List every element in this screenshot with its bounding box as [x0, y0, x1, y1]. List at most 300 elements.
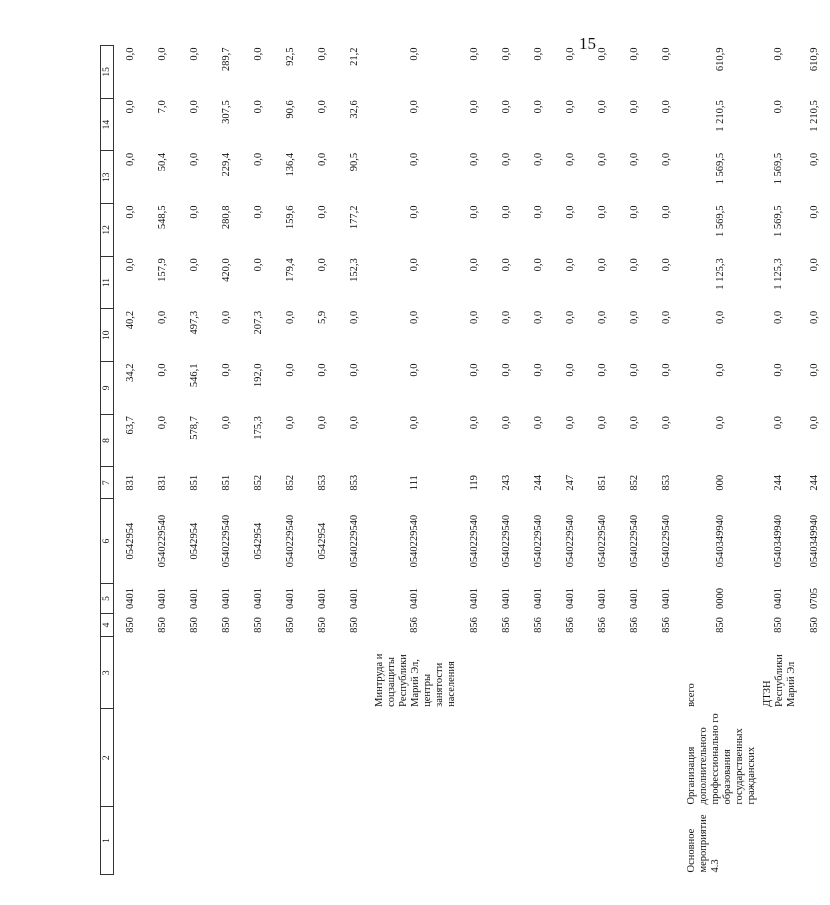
cell-c5: 0401 — [124, 587, 136, 609]
cell-value: 0,0 — [596, 205, 608, 219]
cell-value: 90,6 — [284, 100, 296, 119]
cell-c2 — [306, 709, 338, 807]
cell-c3 — [306, 637, 338, 709]
cell-c2 — [178, 709, 210, 807]
cell-value: 0,0 — [468, 416, 480, 430]
table-row — [146, 46, 178, 875]
cell-c3 — [338, 637, 370, 709]
cell-c7: 831 — [156, 474, 168, 491]
cell-c5: 0401 — [772, 587, 784, 609]
cell-c1 — [522, 807, 554, 875]
cell-value: 0,0 — [660, 258, 672, 272]
cell-value: 0,0 — [564, 363, 576, 377]
cell-value: 0,0 — [596, 258, 608, 272]
cell-value: 0,0 — [564, 205, 576, 219]
cell-c4: 850 — [252, 617, 264, 633]
cell-value: 0,0 — [408, 100, 420, 114]
cell-value: 0,0 — [284, 416, 296, 430]
cell-value: 0,0 — [628, 258, 640, 272]
cell-value: 0,0 — [316, 100, 328, 114]
cell-value: 0,0 — [316, 205, 328, 219]
cell-value: 0,0 — [252, 205, 264, 219]
cell-value: 0,0 — [188, 47, 200, 61]
column-header: 8 — [101, 414, 114, 467]
cell-value: 0,0 — [564, 310, 576, 324]
table-row — [114, 46, 147, 875]
cell-value: 0,0 — [532, 152, 544, 167]
cell-value: 0,0 — [596, 152, 608, 167]
cell-c7: 111 — [408, 475, 420, 491]
cell-c5: 0401 — [500, 587, 512, 609]
cell-value: 0,0 — [564, 100, 576, 114]
cell-value: 0,0 — [500, 205, 512, 219]
cell-value: 0,0 — [660, 363, 672, 377]
cell-value: 0,0 — [564, 152, 576, 167]
cell-value: 0,0 — [408, 258, 420, 272]
cell-value: 207,3 — [252, 310, 264, 335]
cell-value: 0,0 — [564, 416, 576, 430]
column-header: 6 — [101, 499, 114, 584]
cell-c5: 0401 — [188, 587, 200, 609]
cell-c7: 851 — [220, 474, 232, 491]
cell-value: 610,9 — [714, 47, 726, 72]
cell-c7: 247 — [564, 474, 576, 491]
table-row — [242, 46, 274, 875]
cell-c7: 853 — [316, 474, 328, 491]
cell-value: 0,0 — [124, 205, 136, 219]
cell-c2 — [210, 709, 242, 807]
cell-c5: 0401 — [316, 587, 328, 609]
table-row — [490, 46, 522, 875]
column-header: 5 — [101, 584, 114, 614]
cell-c4: 850 — [714, 617, 726, 633]
cell-c5: 0000 — [714, 587, 726, 609]
cell-c6: 0542954 — [252, 522, 264, 560]
cell-value: 1 569,5 — [714, 152, 726, 185]
cell-c4: 856 — [532, 617, 544, 633]
cell-c1 — [210, 807, 242, 875]
cell-value: 0,0 — [124, 258, 136, 272]
cell-c6: 0540349940 — [772, 514, 784, 568]
cell-value: 175,3 — [252, 416, 264, 440]
cell-c5: 0401 — [284, 587, 296, 609]
cell-c7: 853 — [660, 474, 672, 491]
cell-value: 0,0 — [188, 152, 200, 167]
column-header: 11 — [101, 256, 114, 309]
cell-c1 — [458, 807, 490, 875]
cell-value: 159,6 — [284, 205, 296, 230]
cell-value: 5,9 — [316, 310, 328, 324]
cell-c4: 850 — [772, 617, 784, 633]
cell-c4: 850 — [188, 617, 200, 633]
cell-c3 — [554, 637, 586, 709]
cell-value: 0,0 — [220, 416, 232, 430]
cell-c3 — [798, 637, 830, 709]
cell-c7: 853 — [348, 474, 360, 491]
cell-c7: 243 — [500, 474, 512, 491]
cell-value: 63,7 — [124, 416, 136, 435]
cell-c5: 0401 — [348, 587, 360, 609]
cell-value: 0,0 — [660, 47, 672, 61]
cell-value: 289,7 — [220, 47, 232, 72]
cell-value: 0,0 — [660, 205, 672, 219]
cell-value: 578,7 — [188, 416, 200, 440]
column-header: 7 — [101, 467, 114, 499]
cell-value: 0,0 — [596, 363, 608, 377]
cell-c2 — [458, 709, 490, 807]
cell-value: 0,0 — [596, 310, 608, 324]
cell-c6: 0540349940 — [808, 514, 820, 568]
table-row — [758, 46, 798, 875]
cell-value: 0,0 — [808, 152, 820, 167]
cell-c4: 856 — [564, 617, 576, 633]
cell-value: 0,0 — [532, 258, 544, 272]
column-header: 4 — [101, 613, 114, 636]
cell-value: 92,5 — [284, 47, 296, 66]
cell-value: 90,5 — [348, 152, 360, 172]
cell-value: 0,0 — [188, 100, 200, 114]
cell-value: 0,0 — [156, 416, 168, 430]
cell-c2 — [798, 709, 830, 807]
cell-value: 0,0 — [348, 363, 360, 377]
cell-value: 0,0 — [408, 416, 420, 430]
cell-value: 0,0 — [772, 47, 784, 61]
cell-value: 0,0 — [714, 363, 726, 377]
cell-value: 0,0 — [284, 310, 296, 324]
cell-c1 — [554, 807, 586, 875]
cell-c3 — [586, 637, 618, 709]
cell-value: 0,0 — [532, 100, 544, 114]
cell-c3 — [210, 637, 242, 709]
cell-value: 0,0 — [408, 47, 420, 61]
cell-c5: 0401 — [596, 587, 608, 609]
cell-c4: 856 — [468, 617, 480, 633]
cell-value: 0,0 — [316, 47, 328, 61]
cell-c4: 856 — [660, 617, 672, 633]
cell-value: 0,0 — [316, 363, 328, 377]
cell-c7: 000 — [714, 474, 726, 491]
cell-c5: 0401 — [628, 587, 640, 609]
cell-value: 0,0 — [660, 100, 672, 114]
cell-c1 — [274, 807, 306, 875]
cell-c1: Основное мероприятие 4.3 — [686, 814, 721, 873]
cell-value: 0,0 — [188, 258, 200, 272]
cell-c2 — [586, 709, 618, 807]
cell-c6: 0540229540 — [220, 514, 232, 568]
cell-c2 — [242, 709, 274, 807]
cell-value: 136,4 — [284, 152, 296, 177]
cell-c2 — [338, 709, 370, 807]
cell-c6: 0540229540 — [468, 514, 480, 568]
cell-c3: Минтруда и соцзащиты Республики Марий Эл, центры занятости населения — [374, 653, 457, 707]
cell-c3 — [242, 637, 274, 709]
column-header: 3 — [101, 637, 114, 709]
cell-value: 0,0 — [808, 310, 820, 324]
cell-value: 280,8 — [220, 205, 232, 230]
cell-value: 0,0 — [348, 416, 360, 430]
cell-c2 — [274, 709, 306, 807]
cell-value: 192,0 — [252, 363, 264, 388]
cell-value: 0,0 — [284, 363, 296, 377]
cell-c1 — [758, 807, 798, 875]
cell-value: 0,0 — [596, 100, 608, 114]
cell-value: 1 210,5 — [714, 100, 726, 132]
cell-value: 0,0 — [468, 363, 480, 377]
cell-value: 0,0 — [714, 416, 726, 430]
cell-c3 — [146, 637, 178, 709]
cell-value: 0,0 — [316, 416, 328, 430]
cell-value: 0,0 — [156, 47, 168, 61]
cell-value: 152,3 — [348, 258, 360, 282]
cell-c6: 0540229540 — [408, 514, 420, 568]
cell-c4: 850 — [284, 617, 296, 633]
cell-value: 0,0 — [408, 152, 420, 167]
cell-value: 0,0 — [188, 205, 200, 219]
cell-value: 0,0 — [408, 310, 420, 324]
table-row — [338, 46, 370, 875]
cell-c4: 850 — [156, 617, 168, 633]
cell-c2 — [650, 709, 682, 807]
cell-value: 40,2 — [124, 310, 136, 330]
table-row — [306, 46, 338, 875]
cell-value: 0,0 — [252, 258, 264, 272]
cell-c7: 831 — [124, 474, 136, 491]
column-header: 15 — [101, 46, 114, 99]
cell-c3 — [458, 637, 490, 709]
cell-value: 0,0 — [468, 100, 480, 114]
cell-value: 0,0 — [408, 205, 420, 219]
cell-value: 32,6 — [348, 100, 360, 119]
cell-c1 — [338, 807, 370, 875]
cell-value: 0,0 — [220, 363, 232, 377]
cell-c4: 856 — [500, 617, 512, 633]
table-row — [554, 46, 586, 875]
cell-c4: 856 — [408, 617, 420, 633]
cell-c1 — [178, 807, 210, 875]
cell-c1 — [306, 807, 338, 875]
cell-c4: 850 — [124, 617, 136, 633]
cell-c2: Организация дополнительного профессионально го образования государственных гражданских — [686, 713, 757, 805]
cell-value: 1 210,5 — [808, 100, 820, 132]
cell-value: 0,0 — [468, 47, 480, 61]
cell-c3: всего — [686, 683, 697, 707]
cell-c2 — [114, 709, 147, 807]
column-header: 9 — [101, 362, 114, 415]
cell-value: 0,0 — [808, 205, 820, 219]
cell-c7: 852 — [252, 474, 264, 491]
cell-value: 0,0 — [596, 416, 608, 430]
cell-value: 0,0 — [532, 47, 544, 61]
cell-value: 0,0 — [628, 47, 640, 61]
column-header: 2 — [101, 709, 114, 807]
cell-c3: ДТЗН Республики Марий Эл — [762, 654, 797, 707]
cell-value: 0,0 — [124, 152, 136, 167]
rotated-budget-table-sheet — [100, 45, 820, 875]
cell-value: 0,0 — [500, 363, 512, 377]
cell-value: 0,0 — [564, 258, 576, 272]
cell-value: 0,0 — [408, 363, 420, 377]
cell-c3 — [618, 637, 650, 709]
cell-value: 0,0 — [772, 100, 784, 114]
cell-c3 — [178, 637, 210, 709]
cell-c1 — [650, 807, 682, 875]
cell-c6: 0542954 — [124, 522, 136, 560]
cell-value: 179,4 — [284, 258, 296, 282]
cell-value: 1 125,3 — [714, 258, 726, 290]
cell-value: 0,0 — [468, 310, 480, 324]
cell-value: 546,1 — [188, 363, 200, 388]
table-row — [522, 46, 554, 875]
cell-c6: 0540229540 — [284, 514, 296, 568]
cell-c3 — [274, 637, 306, 709]
cell-value: 0,0 — [660, 310, 672, 324]
cell-value: 0,0 — [316, 258, 328, 272]
cell-value: 0,0 — [564, 47, 576, 61]
table-body — [114, 46, 830, 875]
cell-value: 0,0 — [252, 100, 264, 114]
column-header: 12 — [101, 204, 114, 257]
cell-c1 — [490, 807, 522, 875]
cell-c7: 852 — [284, 474, 296, 491]
budget-table — [100, 45, 830, 875]
cell-c6: 0540229540 — [628, 514, 640, 568]
cell-value: 1 125,3 — [772, 258, 784, 290]
cell-c3 — [114, 637, 147, 709]
cell-c1 — [146, 807, 178, 875]
cell-value: 0,0 — [628, 205, 640, 219]
table-row — [178, 46, 210, 875]
cell-value: 0,0 — [468, 205, 480, 219]
cell-c3 — [650, 637, 682, 709]
cell-c1 — [242, 807, 274, 875]
cell-c4: 856 — [596, 617, 608, 633]
cell-value: 0,0 — [316, 152, 328, 167]
cell-value: 0,0 — [124, 47, 136, 61]
cell-c7: 851 — [596, 474, 608, 491]
cell-value: 420,0 — [220, 258, 232, 282]
cell-c4: 850 — [348, 617, 360, 633]
cell-value: 177,2 — [348, 205, 360, 230]
cell-value: 0,0 — [500, 416, 512, 430]
cell-c5: 0401 — [156, 587, 168, 609]
cell-value: 0,0 — [500, 100, 512, 114]
cell-c4: 850 — [316, 617, 328, 633]
cell-value: 307,5 — [220, 100, 232, 124]
cell-value: 0,0 — [660, 416, 672, 430]
cell-value: 0,0 — [252, 152, 264, 167]
cell-c5: 0705 — [808, 587, 820, 609]
cell-c1 — [370, 807, 458, 875]
table-row — [458, 46, 490, 875]
column-header: 1 — [101, 807, 114, 875]
cell-value: 157,9 — [156, 258, 168, 282]
cell-c6: 0540229540 — [500, 514, 512, 568]
cell-c7: 244 — [532, 474, 544, 491]
cell-c7: 119 — [468, 475, 480, 491]
cell-c6: 0540229540 — [532, 514, 544, 568]
cell-c2 — [554, 709, 586, 807]
cell-c2 — [618, 709, 650, 807]
cell-value: 7,0 — [156, 100, 168, 114]
cell-value: 548,5 — [156, 205, 168, 230]
cell-c2 — [490, 709, 522, 807]
cell-value: 0,0 — [220, 310, 232, 324]
cell-c7: 244 — [808, 474, 820, 491]
cell-c2 — [370, 709, 458, 807]
cell-value: 1 569,5 — [714, 205, 726, 238]
cell-c1 — [114, 807, 147, 875]
cell-c3 — [490, 637, 522, 709]
cell-c1 — [618, 807, 650, 875]
cell-c6: 0540229540 — [348, 514, 360, 568]
cell-value: 21,2 — [348, 47, 360, 66]
cell-c5: 0401 — [660, 587, 672, 609]
cell-c6: 0540349940 — [714, 514, 726, 568]
table-row — [682, 46, 758, 875]
cell-value: 1 569,5 — [772, 152, 784, 185]
cell-value: 0,0 — [628, 152, 640, 167]
cell-value: 0,0 — [500, 152, 512, 167]
cell-value: 0,0 — [532, 310, 544, 324]
cell-value: 0,0 — [532, 416, 544, 430]
cell-value: 0,0 — [628, 363, 640, 377]
cell-c6: 0542954 — [188, 522, 200, 560]
cell-value: 50,4 — [156, 152, 168, 172]
cell-c6: 0542954 — [316, 522, 328, 560]
cell-c7: 851 — [188, 474, 200, 491]
cell-value: 0,0 — [500, 310, 512, 324]
cell-value: 0,0 — [714, 310, 726, 324]
table-row — [274, 46, 306, 875]
cell-value: 0,0 — [628, 310, 640, 324]
cell-value: 610,9 — [808, 47, 820, 72]
table-row — [618, 46, 650, 875]
column-header: 10 — [101, 309, 114, 362]
cell-value: 0,0 — [500, 47, 512, 61]
cell-value: 0,0 — [596, 47, 608, 61]
cell-value: 0,0 — [628, 100, 640, 114]
table-row — [210, 46, 242, 875]
cell-value: 0,0 — [772, 416, 784, 430]
table-row — [798, 46, 830, 875]
table-row — [650, 46, 682, 875]
cell-value: 0,0 — [772, 310, 784, 324]
cell-value: 0,0 — [348, 310, 360, 324]
cell-value: 0,0 — [500, 258, 512, 272]
cell-value: 1 569,5 — [772, 205, 784, 238]
cell-c4: 850 — [220, 617, 232, 633]
cell-c6: 0540229540 — [596, 514, 608, 568]
cell-c3 — [522, 637, 554, 709]
cell-value: 0,0 — [808, 258, 820, 272]
cell-value: 0,0 — [252, 47, 264, 61]
cell-c5: 0401 — [468, 587, 480, 609]
column-header: 13 — [101, 151, 114, 204]
cell-value: 0,0 — [532, 205, 544, 219]
cell-c4: 856 — [628, 617, 640, 633]
cell-c6: 0540229540 — [660, 514, 672, 568]
cell-c2 — [146, 709, 178, 807]
cell-c6: 0540229540 — [156, 514, 168, 568]
cell-c2 — [758, 709, 798, 807]
cell-c2 — [522, 709, 554, 807]
cell-c1 — [798, 807, 830, 875]
cell-value: 0,0 — [156, 363, 168, 377]
table-header-row — [101, 46, 114, 875]
cell-value: 0,0 — [660, 152, 672, 167]
cell-value: 229,4 — [220, 152, 232, 177]
cell-c7: 244 — [772, 474, 784, 491]
